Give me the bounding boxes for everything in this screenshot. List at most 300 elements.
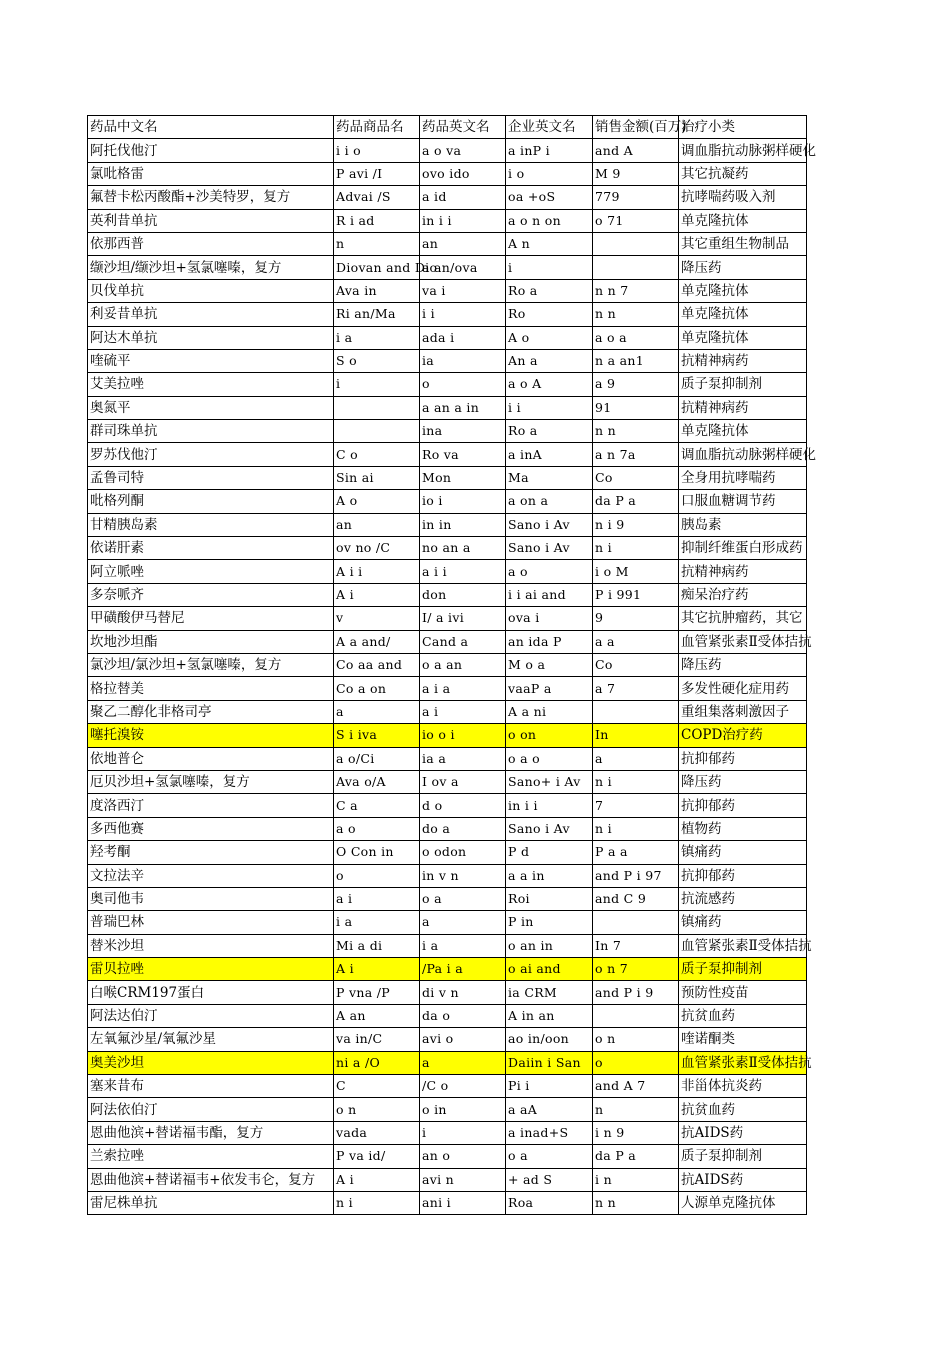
therapy-class: 单克隆抗体 (679, 209, 807, 232)
drug-chinese-name: 聚乙二醇化非格司亭 (88, 700, 334, 723)
table-row (88, 981, 807, 1004)
therapy-class: 抗贫血药 (679, 1004, 807, 1027)
drug-sales-table (87, 115, 816, 1215)
table-row (88, 1004, 807, 1027)
company-english-name: a aA (506, 1098, 593, 1121)
drug-chinese-name: 阿达木单抗 (88, 326, 334, 349)
header-english-name: 药品英文名 (420, 116, 506, 139)
header-chinese-name: 药品中文名 (88, 116, 334, 139)
company-english-name: Ma (506, 466, 593, 489)
table-row (88, 303, 807, 326)
drug-english-name: di v n (420, 981, 506, 1004)
drug-english-name: /Pa i a (420, 958, 506, 981)
company-english-name: Roi (506, 887, 593, 910)
drug-chinese-name: 度洛西汀 (88, 794, 334, 817)
sales-amount: i o M (593, 560, 679, 583)
table-row (88, 630, 807, 653)
therapy-class: COPD治疗药 (679, 724, 807, 747)
therapy-class: 抗精神病药 (679, 560, 807, 583)
table-row (88, 770, 807, 793)
drug-english-name: I/ a ivi (420, 607, 506, 630)
drug-brand-name: ov no /C (334, 537, 420, 560)
drug-chinese-name: 罗苏伐他汀 (88, 443, 334, 466)
therapy-class: 胰岛素 (679, 513, 807, 536)
therapy-class: 血管紧张素Ⅱ受体拮抗 (679, 1051, 807, 1074)
sales-amount: n i 9 (593, 513, 679, 536)
therapy-class: 抗AIDS药 (679, 1121, 807, 1144)
drug-brand-name: i i o (334, 139, 420, 162)
drug-chinese-name: 喹硫平 (88, 349, 334, 372)
drug-english-name: a o va (420, 139, 506, 162)
sales-amount: da P a (593, 490, 679, 513)
drug-chinese-name: 坎地沙坦酯 (88, 630, 334, 653)
drug-brand-name: an (334, 513, 420, 536)
drug-english-name: a i i (420, 560, 506, 583)
company-english-name: A o (506, 326, 593, 349)
drug-chinese-name: 替米沙坦 (88, 934, 334, 957)
drug-chinese-name: 依地普仑 (88, 747, 334, 770)
company-english-name: ia CRM (506, 981, 593, 1004)
drug-chinese-name: 塞来昔布 (88, 1075, 334, 1098)
drug-chinese-name: 孟鲁司特 (88, 466, 334, 489)
company-english-name: an ida P (506, 630, 593, 653)
company-english-name: ova i (506, 607, 593, 630)
drug-chinese-name: 氯沙坦/氯沙坦+氢氯噻嗪，复方 (88, 653, 334, 676)
table-row (88, 1145, 807, 1168)
sales-amount: 91 (593, 396, 679, 419)
drug-english-name: o a (420, 887, 506, 910)
table-row (88, 887, 807, 910)
therapy-class: 降压药 (679, 770, 807, 793)
therapy-class: 降压药 (679, 256, 807, 279)
drug-brand-name: vada (334, 1121, 420, 1144)
table-row (88, 934, 807, 957)
drug-chinese-name: 多奈哌齐 (88, 583, 334, 606)
drug-chinese-name: 氯吡格雷 (88, 162, 334, 185)
sales-amount: n a an1 (593, 349, 679, 372)
therapy-class: 多发性硬化症用药 (679, 677, 807, 700)
drug-chinese-name: 甘精胰岛素 (88, 513, 334, 536)
drug-brand-name: n i (334, 1191, 420, 1214)
drug-chinese-name: 吡格列酮 (88, 490, 334, 513)
therapy-class: 重组集落刺激因子 (679, 700, 807, 723)
company-english-name: o a o (506, 747, 593, 770)
sales-amount: i n 9 (593, 1121, 679, 1144)
therapy-class: 非甾体抗炎药 (679, 1075, 807, 1098)
drug-chinese-name: 左氧氟沙星/氧氟沙星 (88, 1028, 334, 1051)
drug-brand-name: Co a on (334, 677, 420, 700)
sales-amount: 779 (593, 186, 679, 209)
drug-english-name: i i (420, 303, 506, 326)
sales-amount: and P i 9 (593, 981, 679, 1004)
company-english-name: Pi i (506, 1075, 593, 1098)
sales-amount: P i 991 (593, 583, 679, 606)
table-row (88, 420, 807, 443)
table-row (88, 794, 807, 817)
drug-english-name: ia (420, 349, 506, 372)
therapy-class: 抗AIDS药 (679, 1168, 807, 1191)
drug-chinese-name: 阿托伐他汀 (88, 139, 334, 162)
drug-chinese-name: 阿法依伯汀 (88, 1098, 334, 1121)
company-english-name: a inA (506, 443, 593, 466)
drug-chinese-name: 群司珠单抗 (88, 420, 334, 443)
therapy-class: 抗抑郁药 (679, 864, 807, 887)
drug-brand-name: A o (334, 490, 420, 513)
drug-english-name: ovo ido (420, 162, 506, 185)
drug-english-name: io i (420, 490, 506, 513)
drug-brand-name: A i (334, 583, 420, 606)
therapy-class: 其它抗凝药 (679, 162, 807, 185)
drug-english-name: in v n (420, 864, 506, 887)
therapy-class: 质子泵抑制剂 (679, 1145, 807, 1168)
therapy-class: 抗抑郁药 (679, 747, 807, 770)
drug-chinese-name: 格拉替美 (88, 677, 334, 700)
sales-amount: n n (593, 303, 679, 326)
sales-amount: a (593, 747, 679, 770)
drug-brand-name: Diovan and Dio (334, 256, 420, 279)
sales-amount: n i (593, 537, 679, 560)
drug-chinese-name: 噻托溴铵 (88, 724, 334, 747)
company-english-name: + ad S (506, 1168, 593, 1191)
table-row (88, 1051, 807, 1074)
therapy-class: 口服血糖调节药 (679, 490, 807, 513)
drug-english-name: a i (420, 700, 506, 723)
drug-english-name: avi n (420, 1168, 506, 1191)
drug-brand-name: ni a /O (334, 1051, 420, 1074)
company-english-name: A a ni (506, 700, 593, 723)
sales-amount (593, 256, 679, 279)
therapy-class: 血管紧张素Ⅱ受体拮抗 (679, 934, 807, 957)
table-row (88, 677, 807, 700)
header-brand-name: 药品商品名 (334, 116, 420, 139)
sales-amount: da P a (593, 1145, 679, 1168)
table-row (88, 443, 807, 466)
sales-amount: n n (593, 1191, 679, 1214)
therapy-class: 质子泵抑制剂 (679, 373, 807, 396)
sales-amount (593, 232, 679, 255)
drug-chinese-name: 利妥昔单抗 (88, 303, 334, 326)
drug-english-name: a id (420, 186, 506, 209)
drug-english-name: o odon (420, 841, 506, 864)
therapy-class: 人源单克隆抗体 (679, 1191, 807, 1214)
company-english-name: a o (506, 560, 593, 583)
drug-english-name: Ro va (420, 443, 506, 466)
drug-brand-name: A i (334, 958, 420, 981)
table-row (88, 537, 807, 560)
company-english-name: A n (506, 232, 593, 255)
company-english-name: a inad+S (506, 1121, 593, 1144)
sales-amount: a 9 (593, 373, 679, 396)
drug-brand-name: S i iva (334, 724, 420, 747)
company-english-name: oa +oS (506, 186, 593, 209)
drug-brand-name (334, 420, 420, 443)
table-row (88, 1075, 807, 1098)
therapy-class: 抗流感药 (679, 887, 807, 910)
company-english-name: a a in (506, 864, 593, 887)
drug-brand-name: R i ad (334, 209, 420, 232)
table-row (88, 279, 807, 302)
drug-brand-name: a o/Ci (334, 747, 420, 770)
drug-brand-name: C o (334, 443, 420, 466)
therapy-class: 痴呆治疗药 (679, 583, 807, 606)
drug-english-name: a an/ova (420, 256, 506, 279)
drug-english-name: o in (420, 1098, 506, 1121)
sales-amount: and A (593, 139, 679, 162)
drug-brand-name: A an (334, 1004, 420, 1027)
table-row (88, 186, 807, 209)
sales-amount: o n (593, 1028, 679, 1051)
sales-amount: o 71 (593, 209, 679, 232)
therapy-class: 降压药 (679, 653, 807, 676)
drug-chinese-name: 雷贝拉唑 (88, 958, 334, 981)
drug-brand-name: Ri an/Ma (334, 303, 420, 326)
therapy-class: 全身用抗哮喘药 (679, 466, 807, 489)
company-english-name: Sano i Av (506, 537, 593, 560)
drug-brand-name: n (334, 232, 420, 255)
sales-amount: n i (593, 817, 679, 840)
sales-amount: and A 7 (593, 1075, 679, 1098)
drug-english-name: d o (420, 794, 506, 817)
table-row (88, 607, 807, 630)
drug-chinese-name: 兰索拉唑 (88, 1145, 334, 1168)
company-english-name: i i (506, 396, 593, 419)
therapy-class: 抗贫血药 (679, 1098, 807, 1121)
table-row (88, 490, 807, 513)
drug-english-name: i (420, 1121, 506, 1144)
company-english-name: A in an (506, 1004, 593, 1027)
sales-amount: In 7 (593, 934, 679, 957)
therapy-class: 单克隆抗体 (679, 326, 807, 349)
drug-brand-name: P avi /I (334, 162, 420, 185)
table-row (88, 911, 807, 934)
drug-chinese-name: 文拉法辛 (88, 864, 334, 887)
sales-amount: P a a (593, 841, 679, 864)
drug-brand-name: C a (334, 794, 420, 817)
drug-brand-name: o n (334, 1098, 420, 1121)
drug-english-name: ina (420, 420, 506, 443)
therapy-class: 其它重组生物制品 (679, 232, 807, 255)
company-english-name: Sano+ i Av (506, 770, 593, 793)
company-english-name: ao in/oon (506, 1028, 593, 1051)
drug-brand-name: Ava in (334, 279, 420, 302)
company-english-name: M o a (506, 653, 593, 676)
drug-english-name: Cand a (420, 630, 506, 653)
therapy-class: 质子泵抑制剂 (679, 958, 807, 981)
table-row (88, 1191, 807, 1214)
drug-brand-name: A i i (334, 560, 420, 583)
drug-brand-name: a i (334, 887, 420, 910)
therapy-class: 预防性疫苗 (679, 981, 807, 1004)
table-row (88, 373, 807, 396)
therapy-class: 单克隆抗体 (679, 279, 807, 302)
company-english-name: An a (506, 349, 593, 372)
drug-brand-name: A i (334, 1168, 420, 1191)
sales-amount (593, 1004, 679, 1027)
drug-chinese-name: 阿法达伯汀 (88, 1004, 334, 1027)
company-english-name: i (506, 256, 593, 279)
sales-amount: a 7 (593, 677, 679, 700)
drug-chinese-name: 奥氮平 (88, 396, 334, 419)
therapy-class: 镇痛药 (679, 841, 807, 864)
table-row (88, 349, 807, 372)
table-row (88, 653, 807, 676)
table-row (88, 864, 807, 887)
header-company-name: 企业英文名 (506, 116, 593, 139)
header-therapy-class: 治疗小类 (679, 116, 807, 139)
drug-chinese-name: 普瑞巴林 (88, 911, 334, 934)
therapy-class: 抑制纤维蛋白形成药 (679, 537, 807, 560)
drug-chinese-name: 白喉CRM197蛋白 (88, 981, 334, 1004)
drug-brand-name: v (334, 607, 420, 630)
drug-brand-name: P va id/ (334, 1145, 420, 1168)
therapy-class: 血管紧张素Ⅱ受体拮抗 (679, 630, 807, 653)
drug-english-name: o (420, 373, 506, 396)
drug-english-name: io o i (420, 724, 506, 747)
drug-english-name: avi o (420, 1028, 506, 1051)
drug-chinese-name: 雷尼株单抗 (88, 1191, 334, 1214)
company-english-name: Ro (506, 303, 593, 326)
drug-chinese-name: 多西他赛 (88, 817, 334, 840)
drug-brand-name: va in/C (334, 1028, 420, 1051)
drug-english-name: va i (420, 279, 506, 302)
sales-amount: a o a (593, 326, 679, 349)
drug-brand-name: C (334, 1075, 420, 1098)
drug-english-name: a (420, 911, 506, 934)
company-english-name: a on a (506, 490, 593, 513)
drug-english-name: no an a (420, 537, 506, 560)
drug-english-name: o a an (420, 653, 506, 676)
drug-brand-name: Sin ai (334, 466, 420, 489)
drug-brand-name: i a (334, 326, 420, 349)
table-row (88, 1168, 807, 1191)
therapy-class: 喹诺酮类 (679, 1028, 807, 1051)
therapy-class: 植物药 (679, 817, 807, 840)
drug-english-name: ada i (420, 326, 506, 349)
drug-brand-name: Mi a di (334, 934, 420, 957)
sales-amount: n n (593, 420, 679, 443)
sales-amount (593, 911, 679, 934)
therapy-class: 抗抑郁药 (679, 794, 807, 817)
table-row (88, 700, 807, 723)
sales-amount: a a (593, 630, 679, 653)
company-english-name: Daiin i San (506, 1051, 593, 1074)
drug-chinese-name: 奥司他韦 (88, 887, 334, 910)
sales-amount: o (593, 1051, 679, 1074)
sales-amount: n i (593, 770, 679, 793)
therapy-class: 其它抗肿瘤药，其它 (679, 607, 807, 630)
company-english-name: P in (506, 911, 593, 934)
drug-english-name: da o (420, 1004, 506, 1027)
table-row (88, 513, 807, 536)
drug-english-name: a an a in (420, 396, 506, 419)
drug-chinese-name: 贝伐单抗 (88, 279, 334, 302)
sales-amount: n n 7 (593, 279, 679, 302)
drug-brand-name: Ava o/A (334, 770, 420, 793)
drug-english-name: an o (420, 1145, 506, 1168)
drug-brand-name: O Con in (334, 841, 420, 864)
table-row (88, 747, 807, 770)
drug-brand-name: a (334, 700, 420, 723)
drug-english-name: Mon (420, 466, 506, 489)
company-english-name: vaaP a (506, 677, 593, 700)
company-english-name: o an in (506, 934, 593, 957)
drug-english-name: a (420, 1051, 506, 1074)
drug-chinese-name: 艾美拉唑 (88, 373, 334, 396)
drug-brand-name: Advai /S (334, 186, 420, 209)
drug-english-name: a i a (420, 677, 506, 700)
drug-brand-name: A a and/ (334, 630, 420, 653)
sales-amount: and P i 97 (593, 864, 679, 887)
company-english-name: Sano i Av (506, 513, 593, 536)
drug-brand-name: P vna /P (334, 981, 420, 1004)
company-english-name: o ai and (506, 958, 593, 981)
drug-chinese-name: 羟考酮 (88, 841, 334, 864)
drug-english-name: in i i (420, 209, 506, 232)
table-row (88, 1121, 807, 1144)
table-row (88, 583, 807, 606)
company-english-name: Sano i Av (506, 817, 593, 840)
drug-english-name: ia a (420, 747, 506, 770)
drug-english-name: do a (420, 817, 506, 840)
drug-english-name: i a (420, 934, 506, 957)
table-row (88, 1028, 807, 1051)
drug-chinese-name: 甲磺酸伊马替尼 (88, 607, 334, 630)
table-row (88, 466, 807, 489)
drug-chinese-name: 阿立哌唑 (88, 560, 334, 583)
company-english-name: o on (506, 724, 593, 747)
sales-amount: In (593, 724, 679, 747)
company-english-name: a inP i (506, 139, 593, 162)
sales-amount (593, 700, 679, 723)
company-english-name: Roa (506, 1191, 593, 1214)
company-english-name: i i ai and (506, 583, 593, 606)
company-english-name: o a (506, 1145, 593, 1168)
sales-amount: and C 9 (593, 887, 679, 910)
company-english-name: Ro a (506, 279, 593, 302)
company-english-name: Ro a (506, 420, 593, 443)
sales-amount: 9 (593, 607, 679, 630)
table-row (88, 162, 807, 185)
drug-english-name: don (420, 583, 506, 606)
table-row (88, 817, 807, 840)
company-english-name: a o n on (506, 209, 593, 232)
sales-amount: Co (593, 466, 679, 489)
therapy-class: 抗精神病药 (679, 349, 807, 372)
drug-english-name: in in (420, 513, 506, 536)
table-row (88, 209, 807, 232)
drug-brand-name: i (334, 373, 420, 396)
sales-amount: o n 7 (593, 958, 679, 981)
drug-chinese-name: 恩曲他滨+替诺福韦+依发韦仑，复方 (88, 1168, 334, 1191)
therapy-class: 镇痛药 (679, 911, 807, 934)
drug-chinese-name: 厄贝沙坦+氢氯噻嗪，复方 (88, 770, 334, 793)
drug-chinese-name: 依诺肝素 (88, 537, 334, 560)
company-english-name: i o (506, 162, 593, 185)
drug-english-name: I ov a (420, 770, 506, 793)
table-row (88, 724, 807, 747)
table-row (88, 396, 807, 419)
sales-amount: 7 (593, 794, 679, 817)
table-row (88, 139, 807, 162)
drug-brand-name: Co aa and (334, 653, 420, 676)
sales-amount: Co (593, 653, 679, 676)
drug-english-name: an (420, 232, 506, 255)
drug-chinese-name: 英利昔单抗 (88, 209, 334, 232)
table-row (88, 256, 807, 279)
drug-chinese-name: 奥美沙坦 (88, 1051, 334, 1074)
drug-chinese-name: 依那西普 (88, 232, 334, 255)
drug-english-name: ani i (420, 1191, 506, 1214)
